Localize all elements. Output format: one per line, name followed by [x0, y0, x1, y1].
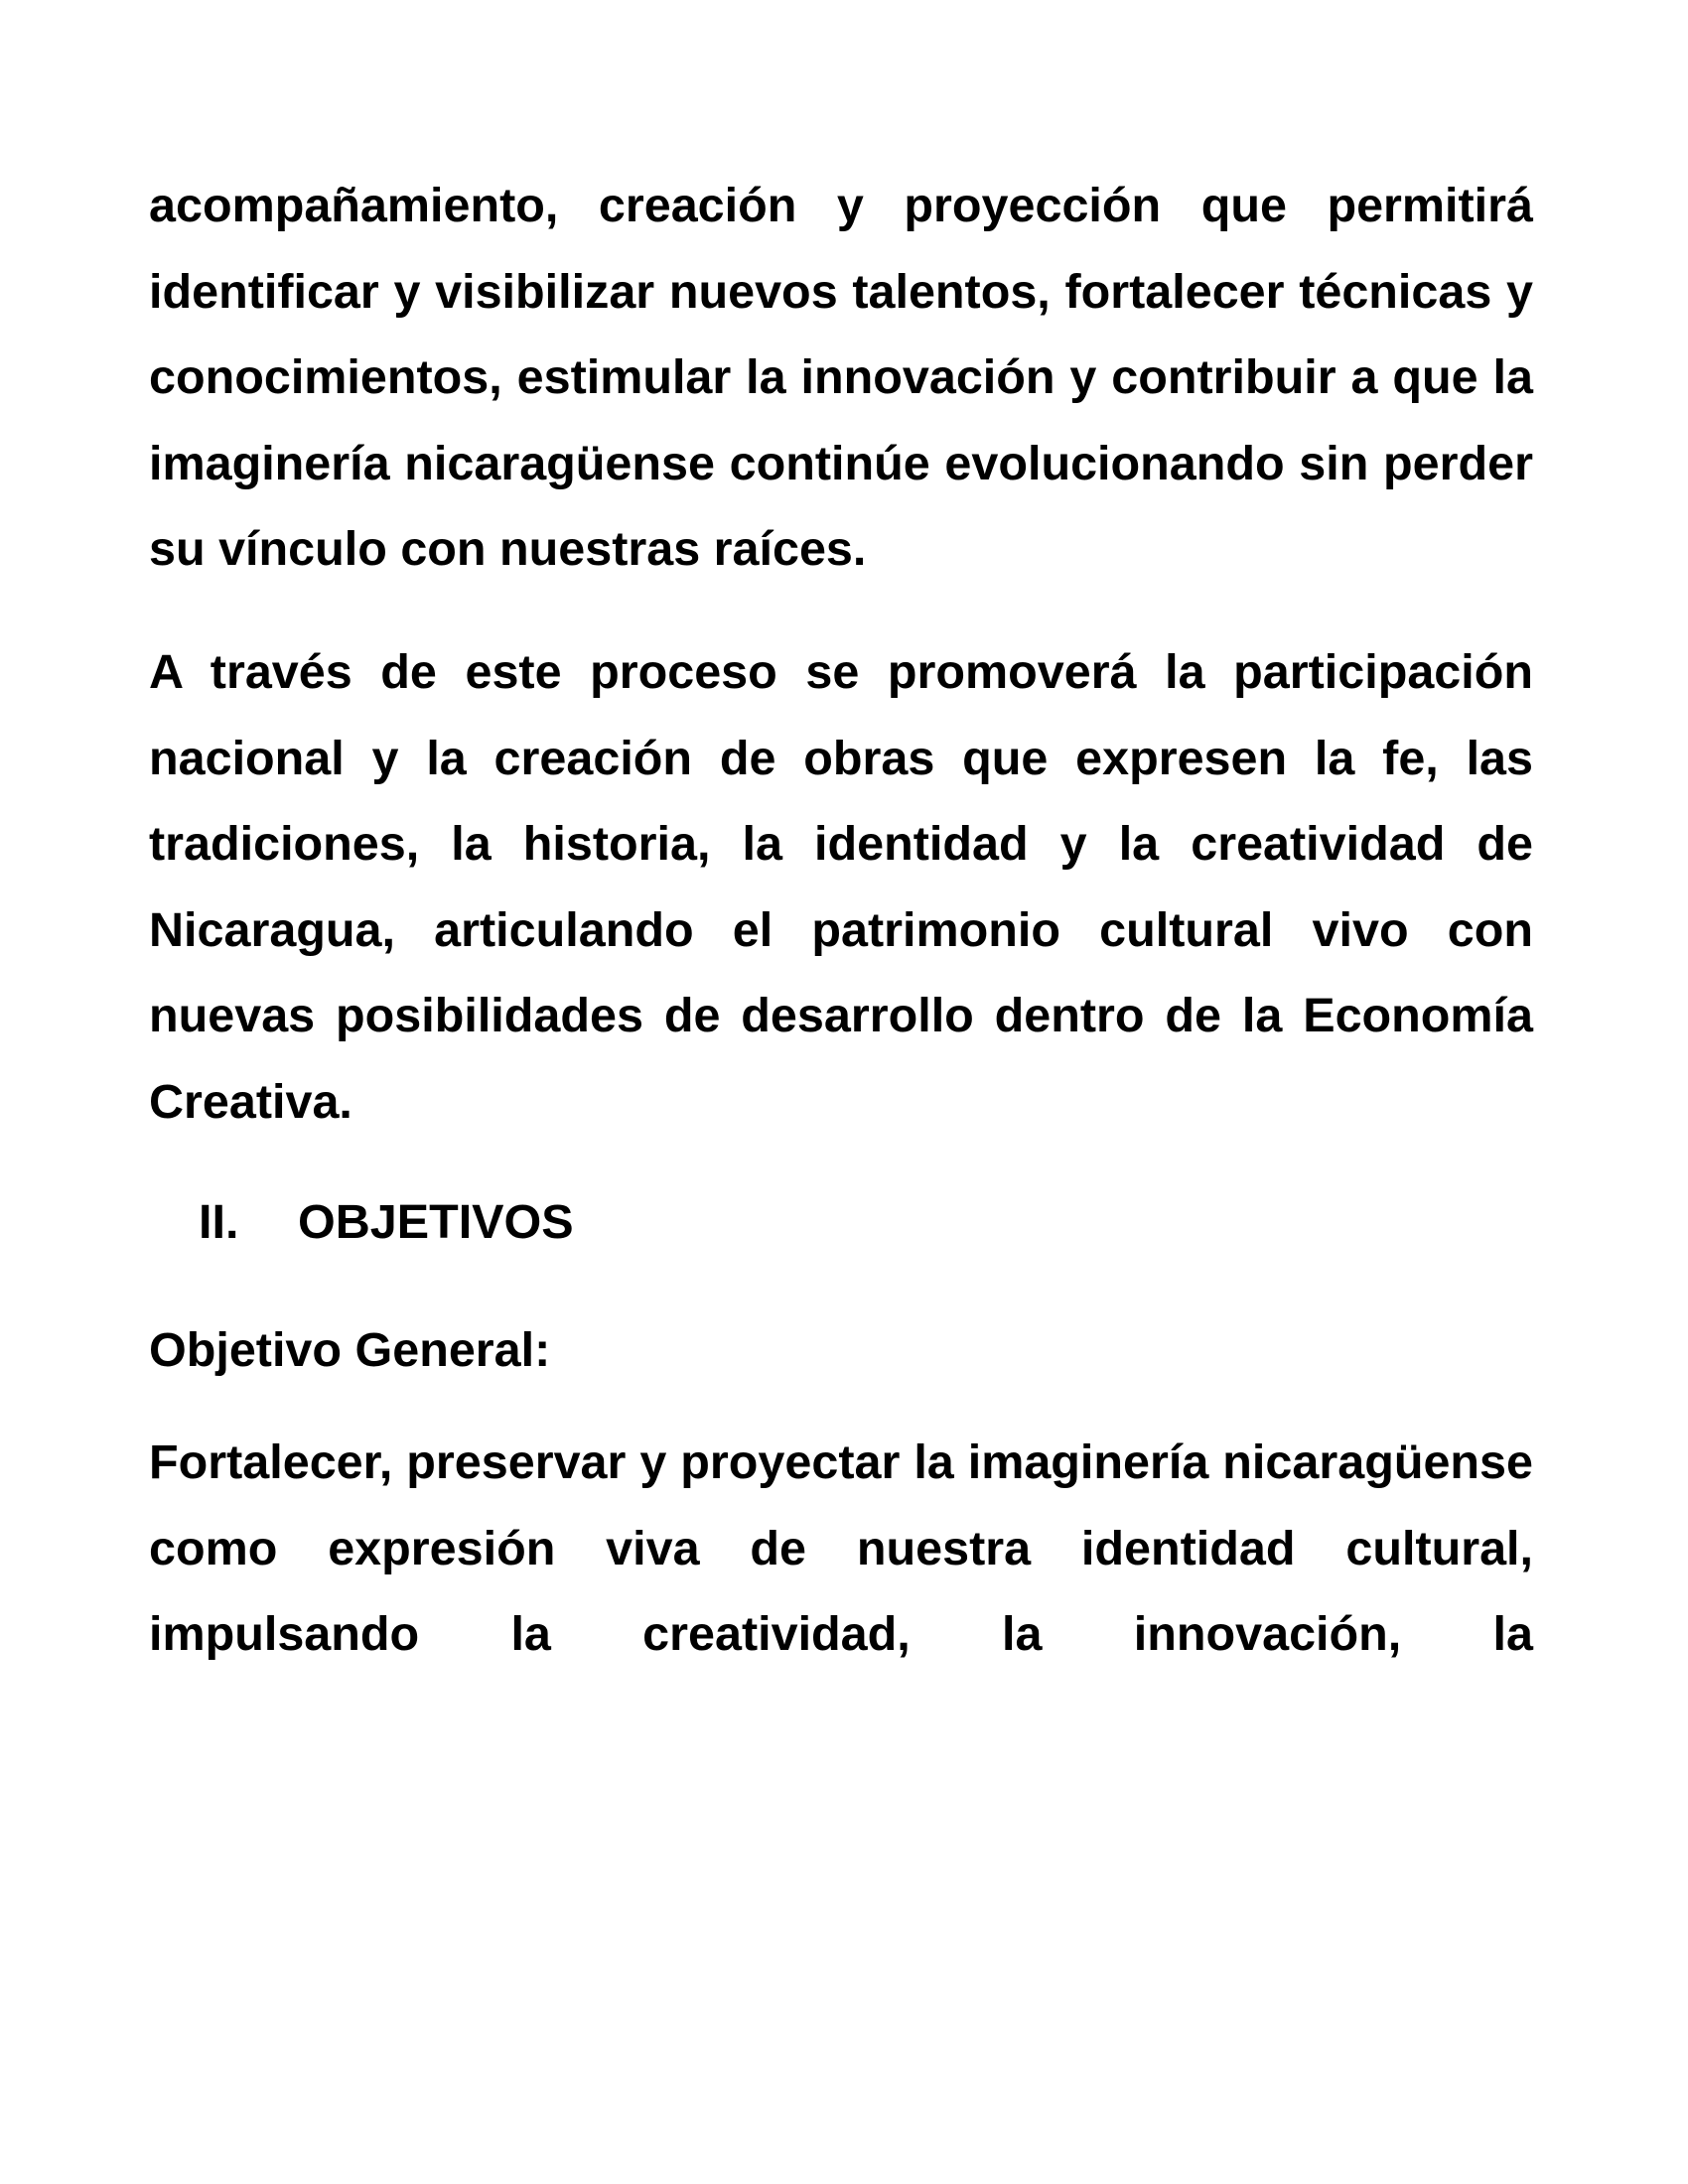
section-number: II. [199, 1195, 239, 1249]
paragraph-participation: A través de este proceso se promoverá la participación nacional y la creación de obras que expresen la fe, las tradiciones, la historia, la identidad y la creatividad de Nicaragua, articulando el patrimonio cultural vivo con nuevas posibilidades de desarrollo dentro de la Economía Creativa. [149, 645, 1533, 1129]
section-title: OBJETIVOS [298, 1195, 574, 1249]
section-heading [199, 1179, 574, 1266]
paragraph-general-objective: Fortalecer, preservar y proyectar la imaginería nicaragüense como expresión viva de nuestra identidad cultural, impulsando la creatividad, la innovación, la [149, 1435, 1533, 1661]
paragraph-intro-continuation: acompañamiento, creación y proyección que permitirá identificar y visibilizar nuevos talentos, fortalecer técnicas y conocimientos, estimular la innovación y contribuir a que la imaginería nicaragüense continúe evolucionando sin perder su vínculo con nuestras raíces. [149, 179, 1533, 576]
subsection-title: Objetivo General: [149, 1323, 551, 1377]
